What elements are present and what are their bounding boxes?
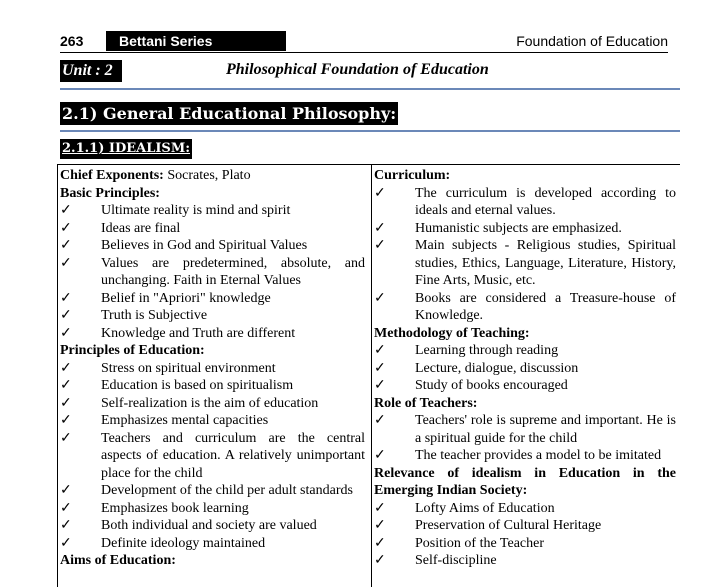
chief-label: Chief Exponents: — [60, 168, 164, 183]
check-icon: ✓ — [60, 360, 72, 376]
list-item — [60, 202, 365, 220]
list-item-text: The teacher provides a model to be imitated — [415, 448, 662, 463]
list-item-text: Emphasizes mental capacities — [101, 413, 269, 428]
check-icon: ✓ — [374, 343, 386, 358]
list-item — [374, 377, 676, 395]
list-item-text: Teachers and curriculum are the central aspects of education. A relatively unimportant place for the child — [101, 430, 365, 481]
check-icon: ✓ — [60, 325, 72, 341]
book-title: Foundation of Education — [516, 33, 668, 49]
list-item — [60, 395, 365, 413]
check-icon: ✓ — [374, 185, 386, 201]
check-icon: ✓ — [60, 395, 72, 411]
list-item-text: The curriculum is developed according to ideals and eternal values. — [415, 185, 676, 218]
list-item — [60, 535, 365, 553]
check-icon: ✓ — [60, 500, 72, 516]
list-item — [374, 535, 676, 553]
methodology-heading: Methodology of Teaching: — [374, 325, 530, 341]
chief-value: Socrates, Plato — [167, 168, 251, 183]
list-item — [60, 237, 365, 255]
check-icon: ✓ — [374, 378, 386, 393]
divider — [60, 88, 680, 90]
list-item — [60, 482, 365, 500]
list-item-text: Position of the Teacher — [415, 535, 545, 551]
list-item — [60, 255, 365, 290]
list-item — [60, 500, 365, 518]
subsection-title: 2.1.1) IDEALISM: — [60, 139, 192, 159]
list-item-text: Self-realization is the aim of education — [101, 395, 319, 411]
list-item-text: Emphasizes book learning — [101, 500, 249, 516]
list-item-text: Ideas are final — [101, 220, 181, 236]
unit-label: Unit : 2 — [60, 60, 122, 82]
check-icon: ✓ — [60, 413, 72, 428]
list-item-text: Both individual and society are valued — [101, 518, 317, 533]
list-item-text: Humanistic subjects are emphasized. — [415, 220, 622, 236]
relevance-list — [374, 500, 676, 570]
unit-title: Philosophical Foundation of Education — [226, 61, 489, 78]
list-item-text: Lecture, dialogue, discussion — [415, 360, 579, 376]
content-table — [57, 164, 680, 587]
list-item-text: Believes in God and Spiritual Values — [101, 238, 308, 253]
list-item — [60, 517, 365, 535]
list-item — [60, 430, 365, 483]
check-icon: ✓ — [374, 290, 386, 306]
check-icon: ✓ — [60, 290, 72, 306]
check-icon: ✓ — [374, 238, 386, 253]
check-icon: ✓ — [60, 238, 72, 253]
check-icon: ✓ — [60, 518, 72, 533]
check-icon: ✓ — [60, 203, 72, 218]
curriculum-list — [374, 185, 676, 325]
list-item-text: Truth is Subjective — [101, 308, 208, 323]
list-item-text: Learning through reading — [415, 343, 559, 358]
list-item — [60, 307, 365, 325]
list-item — [374, 517, 676, 535]
chief-exponents — [60, 167, 365, 185]
list-item — [374, 500, 676, 518]
list-item-text: Study of books encouraged — [415, 378, 568, 393]
check-icon: ✓ — [60, 255, 72, 271]
list-item — [374, 412, 676, 447]
curriculum-heading: Curriculum: — [374, 168, 451, 183]
table-border — [57, 165, 58, 587]
list-item — [60, 360, 365, 378]
relevance-heading: Relevance of idealism in Education in the Emerging Indian Society: — [374, 465, 676, 498]
list-item-text: Values are predetermined, absolute, and unchanging. Faith in Eternal Values — [101, 255, 365, 288]
right-column — [374, 167, 676, 570]
check-icon: ✓ — [60, 430, 72, 446]
list-item-text: Ultimate reality is mind and spirit — [101, 203, 291, 218]
series-badge: Bettani Series — [106, 31, 286, 51]
list-item — [374, 290, 676, 325]
check-icon: ✓ — [60, 535, 72, 551]
check-icon: ✓ — [374, 518, 386, 533]
list-item-text: Self-discipline — [415, 553, 497, 568]
list-item-text: Development of the child per adult standards — [101, 483, 353, 498]
check-icon: ✓ — [60, 220, 72, 236]
methodology-list — [374, 342, 676, 395]
check-icon: ✓ — [60, 483, 72, 498]
list-item — [60, 290, 365, 308]
list-item — [374, 342, 676, 360]
running-header — [60, 31, 668, 53]
list-item-text: Main subjects - Religious studies, Spiritual studies, Ethics, Language, Literature, History, Fine Arts, Music, etc. — [415, 238, 676, 288]
principles-of-education-heading: Principles of Education: — [60, 343, 205, 358]
list-item-text: Lofty Aims of Education — [415, 500, 555, 516]
list-item — [374, 237, 676, 290]
aims-of-education-heading: Aims of Education: — [60, 553, 176, 568]
check-icon: ✓ — [374, 448, 386, 463]
check-icon: ✓ — [374, 413, 386, 428]
section-title: 2.1) General Educational Philosophy: — [62, 104, 397, 123]
basic-principles-heading: Basic Principles: — [60, 185, 160, 201]
divider — [60, 130, 680, 132]
check-icon: ✓ — [60, 308, 72, 323]
check-icon: ✓ — [374, 500, 386, 516]
list-item-text: Definite ideology maintained — [101, 535, 266, 551]
list-item — [60, 377, 365, 395]
role-of-teachers-heading: Role of Teachers: — [374, 395, 478, 411]
list-item-text: Books are considered a Treasure-house of Knowledge. — [415, 290, 676, 323]
check-icon: ✓ — [374, 553, 386, 568]
list-item-text: Belief in "Apriori" knowledge — [101, 290, 271, 306]
list-item-text: Knowledge and Truth are different — [101, 325, 296, 341]
list-item-text: Stress on spiritual environment — [101, 360, 276, 376]
page-number: 263 — [60, 33, 84, 49]
list-item-text: Education is based on spiritualism — [101, 378, 294, 393]
basic-principles-list — [60, 202, 365, 342]
check-icon: ✓ — [374, 535, 386, 551]
left-column — [60, 167, 365, 570]
list-item — [60, 412, 365, 430]
list-item — [374, 220, 676, 238]
principles-of-education-list — [60, 360, 365, 553]
list-item-text: Teachers' role is supreme and important. He is a spiritual guide for the child — [415, 413, 676, 446]
list-item — [60, 325, 365, 343]
column-divider — [371, 165, 372, 587]
list-item — [374, 185, 676, 220]
check-icon: ✓ — [60, 378, 72, 393]
list-item-text: Preservation of Cultural Heritage — [415, 518, 602, 533]
list-item — [374, 360, 676, 378]
role-of-teachers-list — [374, 412, 676, 465]
check-icon: ✓ — [374, 360, 386, 376]
check-icon: ✓ — [374, 220, 386, 236]
list-item — [60, 220, 365, 238]
list-item — [374, 447, 676, 465]
list-item — [374, 552, 676, 570]
